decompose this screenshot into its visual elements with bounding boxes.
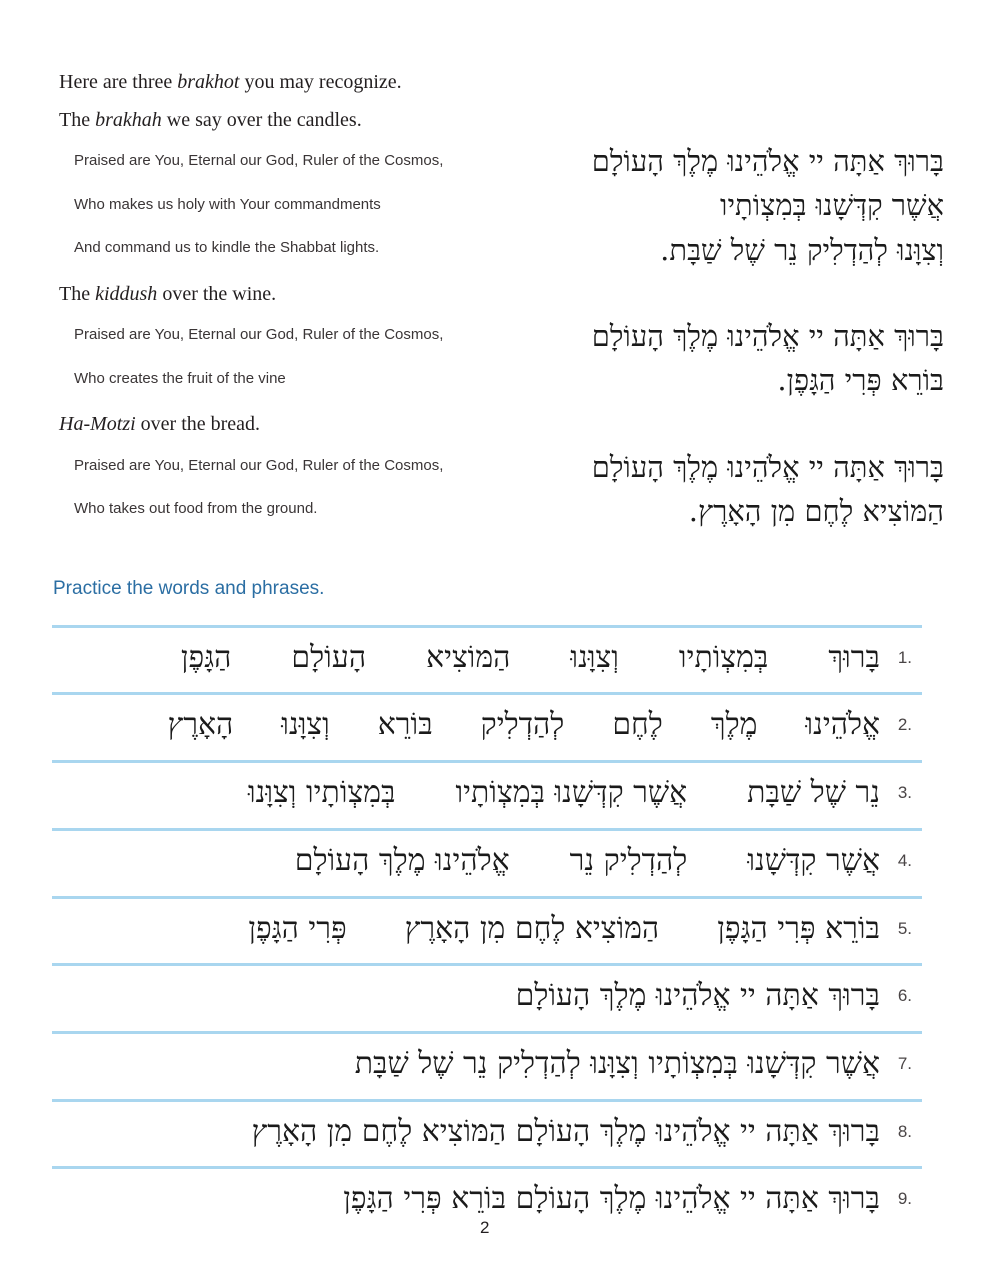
intro-line: [59, 70, 402, 94]
hebrew-word: בָּרוּךְ אַתָּה יי אֱלֹהֵינוּ מֶלֶךְ הָעוֹלָם הַמּוֹצִיא לֶחֶם מִן הָאָרֶץ: [251, 1114, 880, 1149]
hebrew-word: אֱלֹהֵינוּ מֶלֶךְ הָעוֹלָם: [294, 843, 510, 878]
hebrew-word: אֱלֹהֵינוּ: [805, 707, 880, 742]
candles-he-2: אֲשֶׁר קִדְּשָׁנוּ בְּמִצְוֹתָיו: [720, 188, 944, 222]
hebrew-word: בָּרוּךְ אַתָּה יי אֱלֹהֵינוּ מֶלֶךְ הָעוֹלָם בּוֹרֵא פְּרִי הַגָּפֶן: [343, 1181, 880, 1216]
kiddush-he-1: בָּרוּךְ אַתָּה יי אֱלֹהֵינוּ מֶלֶךְ הָעוֹלָם: [591, 319, 944, 353]
hebrew-word: בְּמִצְוֹתָיו: [678, 640, 769, 675]
motzi-en-1: Praised are You, Eternal our God, Ruler of the Cosmos,: [74, 457, 444, 474]
kiddush-he-2: בּוֹרֵא פְּרִי הַגָּפֶן.: [777, 363, 944, 397]
kiddush-en-2: Who creates the fruit of the vine: [74, 370, 286, 387]
hebrew-word: וְצִוָּנוּ: [281, 707, 330, 742]
hebrew-word: הָאָרֶץ: [167, 707, 234, 742]
hebrew-word: הַגָּפֶן: [180, 640, 232, 675]
heading-emphasis: Ha-Motzi: [59, 413, 136, 435]
row-number: 9.: [897, 1189, 912, 1208]
row-number: 8.: [897, 1122, 912, 1141]
candles-en-3: And command us to kindle the Shabbat lights.: [74, 239, 380, 256]
practice-row: [52, 628, 922, 694]
practice-row: [52, 695, 922, 761]
motzi-he-1: בָּרוּךְ אַתָּה יי אֱלֹהֵינוּ מֶלֶךְ הָעוֹלָם: [591, 450, 944, 484]
motzi-heading: [59, 412, 260, 436]
hebrew-word: הַמּוֹצִיא: [426, 640, 511, 675]
practice-row: [52, 1034, 922, 1100]
row-words: [252, 1110, 880, 1154]
hebrew-word: בָּרוּךְ אַתָּה יי אֱלֹהֵינוּ מֶלֶךְ הָעוֹלָם: [515, 978, 880, 1013]
row-number: 6.: [897, 986, 912, 1005]
intro-text: you may recognize.: [239, 71, 402, 93]
motzi-he-2: הַמּוֹצִיא לֶחֶם מִן הָאָרֶץ.: [688, 494, 944, 528]
hebrew-word: בְּמִצְוֹתָיו וְצִוָּנוּ: [247, 775, 396, 810]
row-number: 5.: [897, 919, 912, 938]
row-number: 1.: [897, 648, 912, 667]
page-number: 2: [480, 1218, 490, 1237]
practice-row: [52, 831, 922, 897]
heading-text: over the wine.: [157, 283, 277, 305]
heading-emphasis: kiddush: [95, 283, 158, 305]
row-number: 2.: [897, 715, 912, 734]
row-words: [248, 771, 880, 815]
hebrew-word: אֲשֶׁר קִדְּשָׁנוּ בְּמִצְוֹתָיו: [455, 775, 688, 810]
heading-text: The: [59, 283, 96, 305]
practice-row: [52, 966, 922, 1032]
row-words: [248, 907, 880, 951]
motzi-en-2: Who takes out food from the ground.: [74, 500, 318, 517]
kiddush-en-1: Praised are You, Eternal our God, Ruler of the Cosmos,: [74, 326, 444, 343]
candles-en-2: Who makes us holy with Your commandments: [74, 196, 381, 213]
row-words: [516, 974, 880, 1018]
hebrew-word: מֶלֶךְ: [710, 707, 758, 742]
practice-row: [52, 763, 922, 829]
practice-row: [52, 899, 922, 965]
hebrew-word: לֶחֶם: [612, 707, 663, 742]
intro-emphasis: brakhot: [177, 71, 240, 93]
hebrew-word: וְצִוָּנוּ: [570, 640, 619, 675]
hebrew-word: בָּרוּךְ: [828, 640, 880, 675]
candles-he-1: בָּרוּךְ אַתָּה יי אֱלֹהֵינוּ מֶלֶךְ הָעוֹלָם: [591, 144, 944, 178]
kiddush-heading: [59, 282, 276, 306]
practice-title: Practice the words and phrases.: [53, 578, 325, 599]
hebrew-word: הָעוֹלָם: [291, 640, 367, 675]
hebrew-word: בּוֹרֵא פְּרִי הַגָּפֶן: [717, 911, 880, 946]
practice-row: [52, 1102, 922, 1168]
row-words: [355, 1042, 880, 1086]
row-words: [168, 703, 880, 747]
heading-text: over the bread.: [135, 413, 261, 435]
hebrew-word: אֲשֶׁר קִדְּשָׁנוּ בְּמִצְוֹתָיו וְצִוָּנוּ לְהַדְלִיק נֵר שֶׁל שַׁבָּת: [354, 1046, 880, 1081]
row-words: [295, 839, 880, 883]
hebrew-word: נֵר שֶׁל שַׁבָּת: [747, 775, 880, 810]
row-words: [181, 636, 880, 680]
candles-he-3: וְצִוָּנוּ לְהַדְלִיק נֵר שֶׁל שַׁבָּת.: [660, 233, 944, 267]
hebrew-word: בּוֹרֵא: [377, 707, 433, 742]
heading-text: we say over the candles.: [161, 109, 362, 131]
candles-en-1: Praised are You, Eternal our God, Ruler of the Cosmos,: [74, 152, 444, 169]
intro-text: Here are three: [59, 71, 178, 93]
row-number: 7.: [897, 1054, 912, 1073]
candles-heading: [59, 108, 362, 132]
hebrew-word: אֲשֶׁר קִדְּשָׁנוּ: [747, 843, 880, 878]
hebrew-word: פְּרִי הַגָּפֶן: [248, 911, 347, 946]
row-number: 3.: [897, 783, 912, 802]
hebrew-word: הַמּוֹצִיא לֶחֶם מִן הָאָרֶץ: [404, 911, 660, 946]
hebrew-word: לְהַדְלִיק נֵר: [569, 843, 688, 878]
heading-text: The: [59, 109, 96, 131]
row-words: [343, 1177, 880, 1221]
heading-emphasis: brakhah: [95, 109, 162, 131]
row-number: 4.: [897, 851, 912, 870]
hebrew-word: לְהַדְלִיק: [480, 707, 565, 742]
